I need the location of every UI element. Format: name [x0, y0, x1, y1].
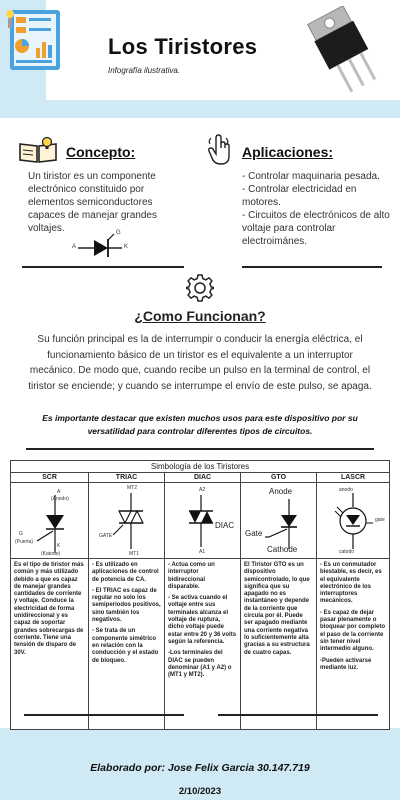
scr-description: Es el tipo de tiristor más común y más utilizado debido a que es capaz de manejar grandes cantidades de corriente y voltaje. Conduce la electricidad de forma unidireccional y es capaz de soportar grandes sobrecargas de corriente. Tiene una tensión de disparo de 30V. — [14, 562, 84, 656]
symbol-label-k: K — [124, 244, 129, 250]
gto-diagram — [263, 497, 303, 551]
funcionan-note: Es importante destacar que existen muchos usos para este dispositivo por su versatilidad para controlar diferentes tipos de circuitos. — [42, 413, 358, 436]
gto-description: El Tiristor GTO es un dispositivo semicontrolado, lo que significa que su apagado no es instantáneo y depende de la corriente que circula por él. Puede ser apagado mediante una corriente negativa lo suficientemente alta gracias a su estructura de cuatro capas. — [244, 562, 310, 656]
triac-diagram — [111, 489, 151, 555]
funcionan-text: Su función principal es la de interrumpir o conducir la energía eléctrica, el funcionamiento básico de un tiristor es el equivalente a un interruptor mecánico. De modo que, cuando recibe un pulso en la terminal de control, el tiristor se enciende; y cuando se interrumpe el envío de este pulso, se apaga. — [28, 334, 372, 392]
page-title: Los Tiristores — [108, 34, 258, 59]
symbol-label-a: A — [72, 244, 77, 250]
table-column-diac — [165, 473, 241, 729]
diac-symbol: A2 DIAC A1 — [165, 483, 240, 559]
table-caption: Simbología de los Tiristores — [11, 461, 389, 473]
column-header: SCR — [11, 473, 88, 483]
book-lightbulb-icon — [18, 136, 58, 164]
scr-diagram — [31, 493, 71, 555]
thyristor-photo — [296, 6, 394, 94]
concepto-title: Concepto: — [66, 144, 136, 160]
diac-description: - Actua como un interruptor bidireccional disparable. - Se activa cuando el voltaje entre sus terminales alcanza el voltaje de ruptura, dicho voltaje puede estar entre 20 y 36 volts según la referencia. -Los terminales del DIAC se pueden denominar (A1 y A2) o (MT1 y MT2). — [168, 562, 237, 679]
touch-hand-icon — [206, 134, 234, 166]
scr-symbol: A (Anodo) G (Puerta) K (Katodo) — [11, 483, 88, 559]
table-column-lascr — [317, 473, 389, 729]
date: 2/10/2023 — [178, 786, 222, 797]
triac-symbol: MT2 GATE MT1 — [89, 483, 164, 559]
symbol-label-g: G — [116, 230, 121, 236]
bottom-divider-right — [218, 714, 378, 716]
aplicacion-item: - Controlar electricidad en motores. — [242, 184, 357, 208]
aplicacion-item: - Circuitos de electrónicos de alto voltaje para controlar electroimánes. — [242, 210, 390, 247]
aplicaciones-divider — [242, 266, 382, 268]
content-panel — [0, 118, 400, 728]
aplicacion-item: - Controlar maquinaria pesada. — [242, 171, 380, 182]
aplicaciones-list — [242, 170, 390, 248]
symbology-table — [10, 460, 390, 730]
lascr-symbol: anodo gate catodo — [317, 483, 389, 559]
funcionan-divider — [26, 448, 374, 450]
lascr-diagram — [333, 489, 373, 555]
concepto-text: Un tiristor es un componente electrónico constituido por elementos semiconductores capaces de manejar grandes voltajes. — [28, 171, 157, 234]
column-header: TRIAC — [89, 473, 164, 483]
gto-symbol: Anode Gate Cathode — [241, 483, 316, 559]
header — [0, 0, 400, 100]
table-column-scr — [11, 473, 89, 729]
funcionan-title: ¿Como Funcionan? — [134, 308, 266, 324]
thyristor-symbol — [70, 230, 130, 262]
column-header: LASCR — [317, 473, 389, 483]
concepto-divider — [22, 266, 184, 268]
table-column-triac — [89, 473, 165, 729]
divider-strip — [0, 100, 400, 118]
column-header: GTO — [241, 473, 316, 483]
footer — [0, 748, 400, 800]
table-column-gto — [241, 473, 317, 729]
triac-description: - Es utilizado en aplicaciones de control de potencia de CA. - El TRIAC es capaz de regular no solo los semiperiodos positivos, sino también los negativos. - Se trata de un componente simétrico en relación con la conducción y el estado de bloqueo. — [92, 562, 161, 664]
infographic-chart-icon — [4, 6, 68, 74]
gear-icon — [186, 274, 214, 302]
column-header: DIAC — [165, 473, 240, 483]
bottom-divider-left — [24, 714, 184, 716]
author-credit: Elaborado por: Jose Felix Garcia 30.147.719 — [90, 762, 310, 774]
diac-diagram — [185, 489, 217, 555]
aplicaciones-title: Aplicaciones: — [242, 144, 334, 160]
lascr-description: - Es un conmutador biestable, es decir, es el equivalente electrónico de los interruptores mecánicos. - Es capaz de dejar pasar plenamente o bloquear por completo el paso de la corriente sin tener nivel intermedio alguno. -Pueden activarse mediante luz. — [320, 562, 386, 671]
page-subtitle: Infografía ilustrativa. — [108, 66, 181, 75]
